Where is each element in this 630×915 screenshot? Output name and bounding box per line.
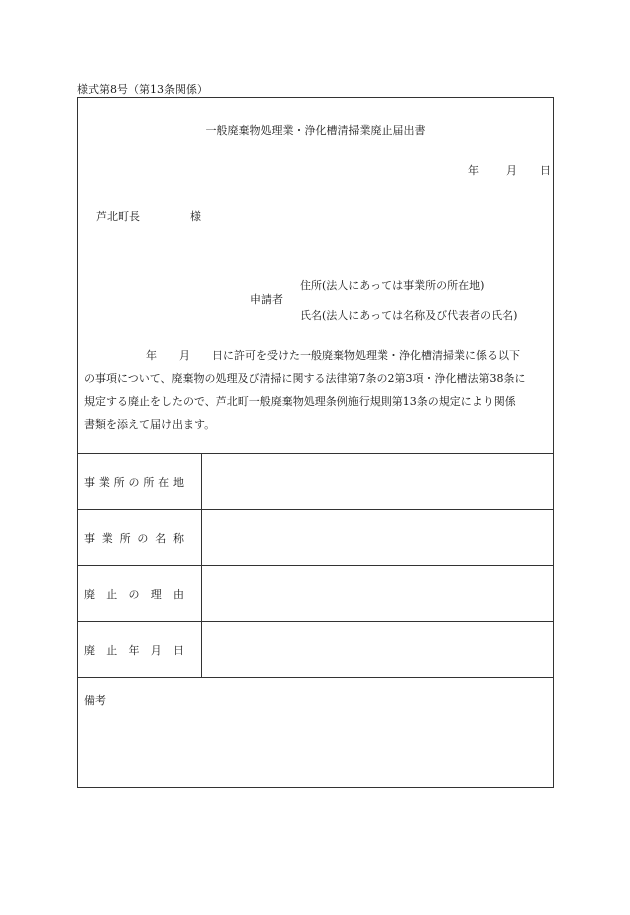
table-row	[78, 622, 553, 678]
addressee-honorific: 様	[190, 210, 201, 223]
date-day: 日	[540, 164, 551, 177]
table-row	[78, 566, 553, 622]
declaration-month: 月	[179, 349, 190, 362]
row-label-business-name	[78, 510, 202, 566]
label-business-name: 事業所の名称	[84, 531, 191, 545]
declaration-year: 年	[146, 349, 157, 362]
details-table	[78, 453, 553, 805]
form-title: 一般廃棄物処理業・浄化槽清掃業廃止届出書	[205, 124, 426, 137]
row-label-date	[78, 622, 202, 678]
table-row	[78, 510, 553, 566]
declaration-text	[84, 344, 550, 436]
applicant-address: 住所(法人にあっては事業所の所在地)	[300, 279, 485, 292]
value-reason[interactable]	[202, 566, 554, 622]
declaration-line-1	[84, 344, 550, 367]
value-date[interactable]	[202, 622, 554, 678]
remarks-label: 備考	[84, 694, 106, 707]
label-location: 事業所の所在地	[84, 475, 188, 489]
declaration-text-1: 日に許可を受けた一般廃棄物処理業・浄化槽清掃業に係る以下	[212, 349, 520, 362]
declaration-line-4: 書類を添えて届け出ます。	[84, 418, 216, 431]
value-location[interactable]	[202, 454, 554, 510]
declaration-line-3: 規定する廃止をしたので、芦北町一般廃棄物処理条例施行規則第13条の規定により関係	[84, 395, 516, 408]
applicant-name: 氏名(法人にあっては名称及び代表者の氏名)	[300, 309, 518, 322]
declaration-line-2: の事項について、廃棄物の処理及び清掃に関する法律第7条の2第3項・浄化槽法第38条に	[84, 372, 526, 385]
date-year: 年	[468, 164, 479, 177]
form-frame	[77, 97, 554, 788]
addressee-name: 芦北町長	[96, 210, 140, 223]
value-business-name[interactable]	[202, 510, 554, 566]
label-date: 廃止年月日	[84, 643, 196, 657]
row-label-reason	[78, 566, 202, 622]
table-row	[78, 454, 553, 510]
row-label-location	[78, 454, 202, 510]
remarks-cell[interactable]	[78, 678, 553, 806]
form-number: 様式第8号（第13条関係）	[77, 83, 208, 96]
date-month: 月	[506, 164, 517, 177]
applicant-label: 申請者	[250, 293, 283, 306]
label-reason: 廃止の理由	[84, 587, 196, 601]
remarks-row	[78, 678, 553, 806]
